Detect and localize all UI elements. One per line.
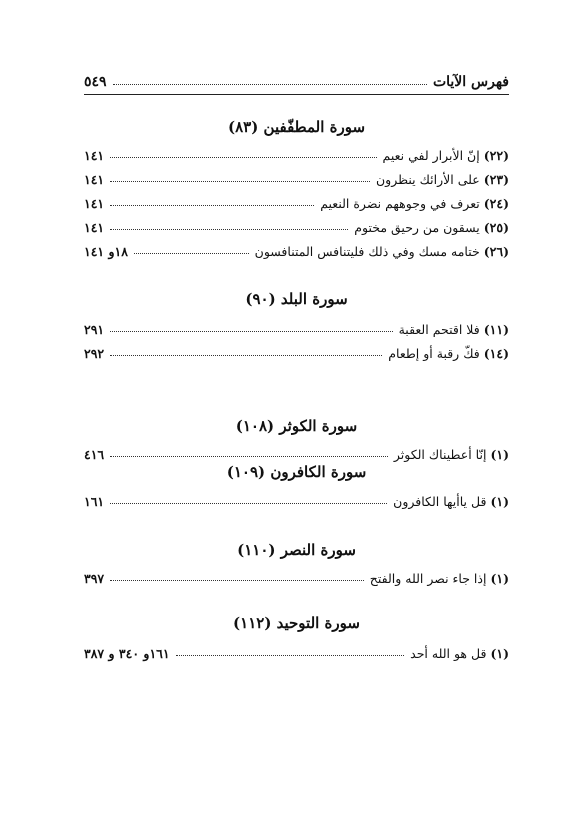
- surah-title: سورة الكافرون (١٠٩): [226, 463, 367, 481]
- verse-text: إذا جاء نصر الله والفتح: [369, 571, 487, 586]
- surah-entries: [84, 485, 509, 509]
- verse-entry: [84, 637, 509, 661]
- verse-entry: [84, 438, 509, 462]
- leader-dots: [110, 181, 370, 182]
- verse-text: تعرف في وجوههم نضرة النعيم: [320, 196, 480, 211]
- verse-entry: [84, 337, 509, 361]
- verse-entry: [84, 211, 509, 235]
- verse-number: (٢٥): [483, 220, 509, 235]
- verse-text: ختامه مسك وفي ذلك فليتنافس المتنافسون: [254, 244, 480, 259]
- leader-dots: [134, 253, 249, 254]
- page-reference: ٢٩٢: [84, 346, 105, 361]
- verse-entry: [84, 163, 509, 187]
- page-reference: ١٤١: [84, 220, 105, 235]
- surah-title: سورة البلد (٩٠): [245, 290, 348, 308]
- verse-entry: [84, 562, 509, 586]
- page-reference: ٢٩١: [84, 322, 105, 337]
- page-reference: ١٤١: [84, 148, 105, 163]
- leader-dots: [110, 229, 348, 230]
- page-reference: ١٦١و ٣٤٠ و ٣٨٧: [84, 646, 170, 661]
- page-reference: ١٦١: [84, 494, 105, 509]
- surah-title: سورة المطفّفين (٨٣): [227, 118, 366, 136]
- page-reference: ١٤١: [84, 196, 105, 211]
- verse-number: (١): [490, 494, 509, 509]
- verse-text: فكّ رقبة أو إطعام: [388, 346, 480, 361]
- verse-number: (١١): [483, 322, 509, 337]
- verse-number: (١٤): [483, 346, 509, 361]
- verse-text: قل هو الله أحد: [410, 646, 487, 661]
- leader-dots: [110, 580, 364, 581]
- surah-entries: [84, 313, 509, 361]
- verse-text: قل ياأيها الكافرون: [393, 494, 487, 509]
- header-title: فهرس الآيات: [432, 74, 509, 90]
- surah-title: سورة النصر (١١٠): [237, 541, 356, 559]
- surah-title: سورة التوحيد (١١٢): [233, 614, 360, 632]
- surah-title: سورة الكوثر (١٠٨): [235, 417, 358, 435]
- header-rule: [84, 94, 509, 95]
- leader-dots: [176, 655, 405, 656]
- verse-number: (١): [490, 646, 509, 661]
- surah-entries: [84, 438, 509, 462]
- leader-dots: [110, 503, 387, 504]
- verse-entry: [84, 485, 509, 509]
- verse-entry: [84, 235, 509, 259]
- surah-entries: [84, 139, 509, 259]
- verse-number: (٢٣): [483, 172, 509, 187]
- page-reference: ٣٩٧: [84, 571, 105, 586]
- verse-text: فلا اقتحم العقبة: [398, 322, 480, 337]
- verse-text: إنّا أعطيناك الكوثر: [393, 447, 487, 462]
- verse-number: (٢٤): [483, 196, 509, 211]
- page-reference: ١٤١: [84, 172, 105, 187]
- verse-entry: [84, 187, 509, 211]
- leader-dots: [110, 331, 392, 332]
- verse-text: إنّ الأبرار لفي نعيم: [382, 148, 480, 163]
- page-reference: ١٨و ١٤١: [84, 244, 128, 259]
- header-page-number: ٥٤٩: [84, 74, 107, 90]
- surah-entries: [84, 562, 509, 586]
- verse-entry: [84, 313, 509, 337]
- leader-dots: [110, 157, 376, 158]
- verse-text: على الأرائك ينظرون: [376, 172, 480, 187]
- verse-text: يسقون من رحيق مختوم: [354, 220, 480, 235]
- leader-dots: [110, 456, 388, 457]
- header-leader-dots: [113, 84, 427, 85]
- verse-entry: [84, 139, 509, 163]
- surah-entries: [84, 637, 509, 661]
- leader-dots: [110, 355, 382, 356]
- verse-number: (٢٢): [483, 148, 509, 163]
- verse-number: (٢٦): [483, 244, 509, 259]
- page-reference: ٤١٦: [84, 447, 105, 462]
- running-header: [84, 70, 509, 90]
- leader-dots: [110, 205, 314, 206]
- verse-number: (١): [490, 447, 509, 462]
- verse-number: (١): [490, 571, 509, 586]
